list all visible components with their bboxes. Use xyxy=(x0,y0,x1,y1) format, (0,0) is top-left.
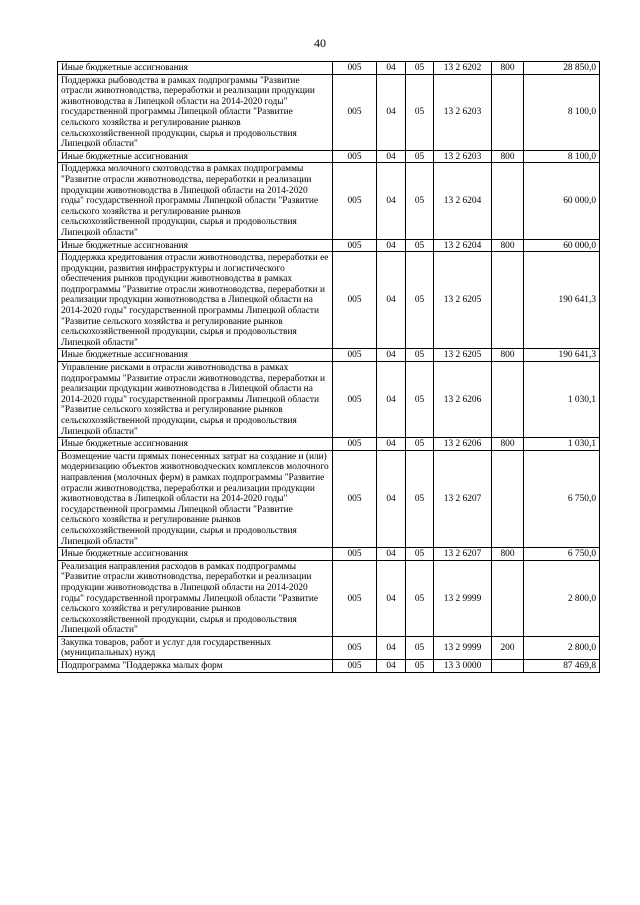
row-admin-code: 005 xyxy=(333,438,377,451)
row-amount: 190 641,3 xyxy=(524,252,600,349)
row-expense-type xyxy=(492,74,524,150)
row-subsection: 05 xyxy=(406,163,434,239)
row-name: Реализация направления расходов в рамках подпрограммы "Развитие отрасли животноводства, переработки и реализации продукции животноводства в Липецкой области на 2014-2020 годы" государственной программы Липецкой области "Развитие сельского хозяйства и регулирование рынков сельскохозяйственной продукции, сырья и продовольствия Липецкой области" xyxy=(58,560,333,636)
row-target-article: 13 2 6204 xyxy=(434,163,492,239)
row-expense-type xyxy=(492,660,524,673)
row-subsection: 05 xyxy=(406,150,434,163)
table-row xyxy=(58,252,600,349)
table-row xyxy=(58,636,600,659)
row-target-article: 13 2 6203 xyxy=(434,150,492,163)
table-row xyxy=(58,438,600,451)
row-admin-code: 005 xyxy=(333,62,377,75)
row-target-article: 13 3 0000 xyxy=(434,660,492,673)
row-subsection: 05 xyxy=(406,349,434,362)
table-row xyxy=(58,349,600,362)
row-expense-type: 800 xyxy=(492,150,524,163)
row-name: Подпрограмма "Поддержка малых форм xyxy=(58,660,333,673)
row-admin-code: 005 xyxy=(333,660,377,673)
row-expense-type: 800 xyxy=(492,548,524,561)
row-amount: 1 030,1 xyxy=(524,362,600,438)
row-admin-code: 005 xyxy=(333,362,377,438)
row-admin-code: 005 xyxy=(333,548,377,561)
row-name: Иные бюджетные ассигнования xyxy=(58,62,333,75)
row-name: Поддержка молочного скотоводства в рамках подпрограммы "Развитие отрасли животноводства, переработки и реализации продукции животноводства в Липецкой области на 2014-2020 годы" государственной программы Липецкой области "Развитие сельского хозяйства и регулирование рынков сельскохозяйственной продукции, сырья и продовольствия Липецкой области" xyxy=(58,163,333,239)
row-expense-type xyxy=(492,362,524,438)
row-name: Поддержка рыбоводства в рамках подпрограммы "Развитие отрасли животноводства, переработки и реализации продукции животноводства в Липецкой области на 2014-2020 годы" государственной программы Липецкой области "Развитие сельского хозяйства и регулирование рынков сельскохозяйственной продукции, сырья и продовольствия Липецкой области" xyxy=(58,74,333,150)
row-name: Иные бюджетные ассигнования xyxy=(58,239,333,252)
row-amount: 190 641,3 xyxy=(524,349,600,362)
row-amount: 87 469,8 xyxy=(524,660,600,673)
row-target-article: 13 2 9999 xyxy=(434,636,492,659)
budget-table-body xyxy=(58,62,600,673)
row-subsection: 05 xyxy=(406,239,434,252)
table-row xyxy=(58,362,600,438)
row-expense-type xyxy=(492,163,524,239)
row-admin-code: 005 xyxy=(333,636,377,659)
row-target-article: 13 2 6202 xyxy=(434,62,492,75)
row-admin-code: 005 xyxy=(333,252,377,349)
row-amount: 8 100,0 xyxy=(524,74,600,150)
row-name: Поддержка кредитования отрасли животноводства, переработки ее продукции, развития инфраструктуры и логистического обеспечения рынков продукции животноводства в рамках подпрограммы "Развитие отрасли животноводства, переработки и реализации продукции животноводства в Липецкой области на 2014-2020 годы" государственной программы Липецкой области "Развитие сельского хозяйства и регулирование рынков сельскохозяйственной продукции, сырья и продовольствия Липецкой области" xyxy=(58,252,333,349)
row-subsection: 05 xyxy=(406,62,434,75)
row-subsection: 05 xyxy=(406,450,434,547)
row-subsection: 05 xyxy=(406,560,434,636)
row-subsection: 05 xyxy=(406,252,434,349)
row-expense-type xyxy=(492,450,524,547)
row-section: 04 xyxy=(377,252,406,349)
row-admin-code: 005 xyxy=(333,239,377,252)
row-amount: 60 000,0 xyxy=(524,239,600,252)
row-section: 04 xyxy=(377,660,406,673)
row-expense-type: 200 xyxy=(492,636,524,659)
row-section: 04 xyxy=(377,349,406,362)
row-expense-type: 800 xyxy=(492,239,524,252)
row-amount: 2 800,0 xyxy=(524,636,600,659)
row-admin-code: 005 xyxy=(333,560,377,636)
row-target-article: 13 2 6205 xyxy=(434,349,492,362)
row-expense-type xyxy=(492,560,524,636)
row-section: 04 xyxy=(377,636,406,659)
row-name: Возмещение части прямых понесенных затрат на создание и (или) модернизацию объектов животноводческих комплексов молочного направления (молочных ферм) в рамках подпрограммы "Развитие отрасли животноводства, переработки и реализации продукции животноводства в Липецкой области на 2014-2020 годы" государственной программы Липецкой области "Развитие сельского хозяйства и регулирование рынков сельскохозяйственной продукции, сырья и продовольствия Липецкой области" xyxy=(58,450,333,547)
table-row xyxy=(58,150,600,163)
row-section: 04 xyxy=(377,362,406,438)
row-subsection: 05 xyxy=(406,362,434,438)
row-amount: 8 100,0 xyxy=(524,150,600,163)
row-target-article: 13 2 6207 xyxy=(434,548,492,561)
row-subsection: 05 xyxy=(406,548,434,561)
row-name: Иные бюджетные ассигнования xyxy=(58,150,333,163)
row-section: 04 xyxy=(377,560,406,636)
row-section: 04 xyxy=(377,450,406,547)
row-amount: 60 000,0 xyxy=(524,163,600,239)
row-name: Иные бюджетные ассигнования xyxy=(58,548,333,561)
row-admin-code: 005 xyxy=(333,450,377,547)
table-row xyxy=(58,74,600,150)
budget-table xyxy=(57,61,600,673)
row-section: 04 xyxy=(377,62,406,75)
row-amount: 28 850,0 xyxy=(524,62,600,75)
page-number: 40 xyxy=(314,36,326,50)
row-target-article: 13 2 6206 xyxy=(434,362,492,438)
table-row xyxy=(58,62,600,75)
row-expense-type: 800 xyxy=(492,349,524,362)
row-name: Закупка товаров, работ и услуг для государственных (муниципальных) нужд xyxy=(58,636,333,659)
row-section: 04 xyxy=(377,74,406,150)
row-admin-code: 005 xyxy=(333,163,377,239)
row-amount: 2 800,0 xyxy=(524,560,600,636)
row-admin-code: 005 xyxy=(333,74,377,150)
row-amount: 6 750,0 xyxy=(524,548,600,561)
table-row xyxy=(58,660,600,673)
row-target-article: 13 2 6207 xyxy=(434,450,492,547)
row-subsection: 05 xyxy=(406,660,434,673)
table-row xyxy=(58,450,600,547)
row-subsection: 05 xyxy=(406,74,434,150)
row-name: Управление рисками в отрасли животноводства в рамках подпрограммы "Развитие отрасли животноводства, переработки и реализации продукции животноводства в Липецкой области на 2014-2020 годы" государственной программы Липецкой области "Развитие сельского хозяйства и регулирование рынков сельскохозяйственной продукции, сырья и продовольствия Липецкой области" xyxy=(58,362,333,438)
row-expense-type: 800 xyxy=(492,62,524,75)
row-name: Иные бюджетные ассигнования xyxy=(58,349,333,362)
row-target-article: 13 2 9999 xyxy=(434,560,492,636)
table-row xyxy=(58,163,600,239)
row-target-article: 13 2 6204 xyxy=(434,239,492,252)
row-section: 04 xyxy=(377,150,406,163)
row-section: 04 xyxy=(377,548,406,561)
row-amount: 6 750,0 xyxy=(524,450,600,547)
row-section: 04 xyxy=(377,163,406,239)
row-admin-code: 005 xyxy=(333,150,377,163)
row-target-article: 13 2 6206 xyxy=(434,438,492,451)
row-target-article: 13 2 6203 xyxy=(434,74,492,150)
row-target-article: 13 2 6205 xyxy=(434,252,492,349)
row-admin-code: 005 xyxy=(333,349,377,362)
row-section: 04 xyxy=(377,239,406,252)
row-subsection: 05 xyxy=(406,438,434,451)
table-row xyxy=(58,560,600,636)
row-section: 04 xyxy=(377,438,406,451)
row-expense-type xyxy=(492,252,524,349)
table-row xyxy=(58,548,600,561)
row-name: Иные бюджетные ассигнования xyxy=(58,438,333,451)
table-row xyxy=(58,239,600,252)
row-amount: 1 030,1 xyxy=(524,438,600,451)
row-subsection: 05 xyxy=(406,636,434,659)
row-expense-type: 800 xyxy=(492,438,524,451)
